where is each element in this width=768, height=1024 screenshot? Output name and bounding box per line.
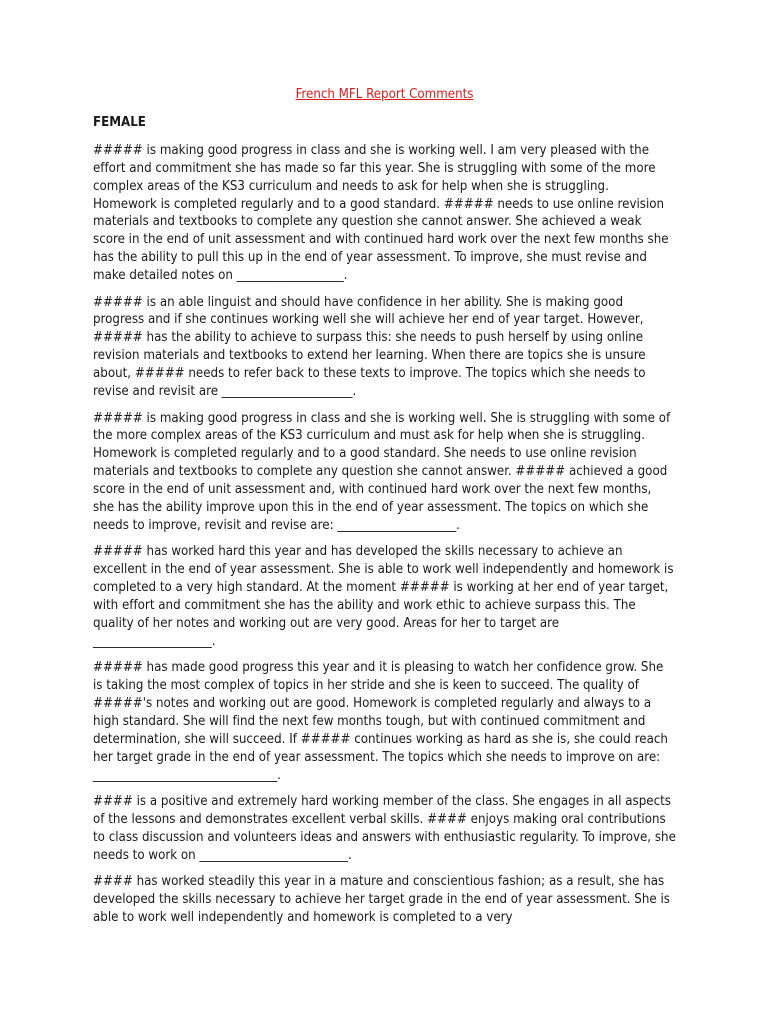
comment-paragraph: #### is a positive and extremely hard working member of the class. She engages in all aspects of the lessons and demonstrates excellent verbal skills. #### enjoys making oral contributions to class discussion and volunteers ideas and answers with enthusiastic regularity. To improve, she needs to work on _________________________. — [93, 794, 676, 863]
comment-paragraph: ##### is an able linguist and should have confidence in her ability. She is making good progress and if she continues working well she will achieve her end of year target. However, ##### has the ability to achieve to surpass this: she needs to push herself by using online revision materials and textbooks to extend her learning. When there are topics she is unsure about, ##### needs to refer back to these texts to improve. The topics which she needs to revise and revisit are ______________________. — [93, 294, 646, 400]
comment-paragraph: ##### is making good progress in class and she is working well. I am very pleased with the effort and commitment she has made so far this year. She is struggling with some of the more complex areas of the KS3 curriculum and needs to ask for help when she is struggling. Homework is completed regularly and to a good standard. ##### needs to use online revision materials and textbooks to complete any question she cannot answer. She achieved a weak score in the end of unit assessment and with continued hard work over the next few months she has the ability to pull this up in the end of year assessment. To improve, she must revise and make detailed notes on __________________. — [93, 142, 669, 284]
comment-paragraph: ##### has worked hard this year and has developed the skills necessary to achieve an excellent in the end of year assessment. She is able to work well independently and homework is completed to a very high standard. At the moment ##### is working at her end of year target, with effort and commitment she has the ability and work ethic to achieve surpass this. The quality of her notes and working out are very good. Areas for her to target are ____________________. — [93, 544, 674, 649]
comment-paragraph: #### has worked steadily this year in a mature and conscientious fashion; as a result, she has developed the skills necessary to achieve her target grade in the end of year assessment. She is able to work well independently and homework is completed to a very — [93, 874, 670, 926]
comment-paragraph: ##### has made good progress this year and it is pleasing to watch her confidence grow. She is taking the most complex of topics in her stride and she is keen to succeed. The quality of #####'s notes and working out are good. Homework is completed regularly and always to a high standard. She will find the next few months tough, but with continued commitment and determination, she will succeed. If ##### continues working as hard as she is, she could reach her target grade in the end of year assessment. The topics which she needs to improve on are: _______________________________. — [93, 660, 668, 783]
section-heading: FEMALE — [93, 114, 146, 130]
comment-paragraph: ##### is making good progress in class and she is working well. She is struggling with some of the more complex areas of the KS3 curriculum and must ask for help when she is struggling. Homework is completed regularly and to a good standard. She needs to use online revision materials and textbooks to complete any question she cannot answer. ##### achieved a good score in the end of unit assessment and, with continued hard work over the next few months, she has the ability improve upon this in the end of year assessment. The topics on which she needs to improve, revisit and revise are: ____________________. — [93, 410, 671, 533]
document-title: French MFL Report Comments — [295, 87, 474, 102]
